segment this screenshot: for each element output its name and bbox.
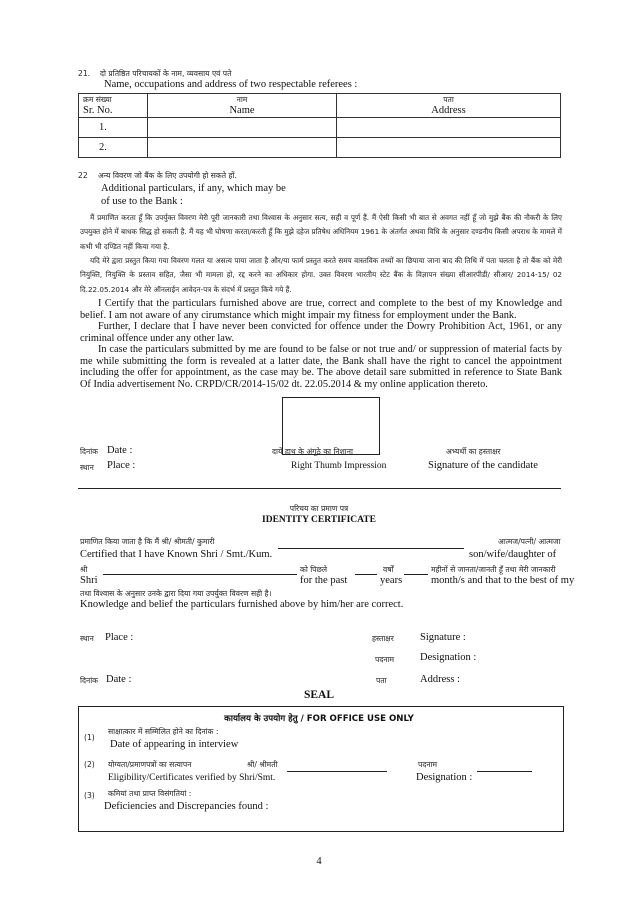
months-field[interactable] <box>404 574 428 575</box>
identity-l2-hindi-d: महीनों से जानता/जानती हूँ तथा मेरी जानकारी <box>431 565 556 574</box>
date-hindi: दिनांक <box>80 447 99 456</box>
office-item-3-number: (3) <box>84 791 95 800</box>
identity-l1-hindi: प्रमाणित किया जाता है कि मैं श्री/ श्रीमती/ कुमारी <box>80 537 215 546</box>
office-item-3-hindi: कमियां तथा प्राप्त विसंगतियां : <box>108 789 192 798</box>
identity-l2-english-d: month/s and that to the best of my <box>431 575 575 586</box>
office-item-1-number: (1) <box>84 733 95 742</box>
name-header: नाम Name <box>148 94 337 118</box>
referee-1-name[interactable] <box>148 118 337 138</box>
referee-2-address[interactable] <box>337 138 561 158</box>
seal-label: SEAL <box>303 689 335 701</box>
section-21-number: 21. <box>78 69 91 78</box>
office-item-2-hindi: योग्यता/प्रमाणपत्रों का सत्यापन <box>108 760 192 769</box>
id-addr-hindi: पता <box>376 676 387 685</box>
id-sig-hindi: हस्ताक्षर <box>372 634 394 643</box>
referee-2-name[interactable] <box>148 138 337 158</box>
identity-title-hindi: परिचय का प्रमाण पत्र <box>289 504 349 513</box>
table-row[interactable]: 2. <box>79 138 561 158</box>
sr-header: क्रम संख्या Sr. No. <box>79 94 148 118</box>
section-21-english: Name, occupations and address of two respectable referees : <box>104 79 358 90</box>
identity-l1-hindi-right: आत्मज/पत्नी/ आत्मजा <box>498 537 561 546</box>
section-22-english-1: Additional particulars, if any, which may be <box>101 183 286 194</box>
referees-table <box>78 93 561 158</box>
section-22-english-2: of use to the Bank : <box>101 196 183 207</box>
place-hindi: स्थान <box>80 463 94 472</box>
section-22-number: 22 <box>78 171 88 180</box>
identity-l2-english-b: for the past <box>300 575 348 586</box>
identity-l3-english: Knowledge and belief the particulars furnished above by him/her are correct. <box>80 599 404 610</box>
identity-l1-english-right: son/wife/daughter of <box>469 549 557 560</box>
section-22-hindi: अन्य विवरण जो बैंक के लिए उपयोगी हो सकते हों. <box>98 171 237 180</box>
signature-label: Signature of the candidate <box>428 460 538 471</box>
years-field[interactable] <box>355 574 377 575</box>
identity-l2-hindi-c: वर्षों <box>383 565 394 574</box>
declaration-english-2: Further, I declare that I have never been convicted for offence under the Dowry Prohibition Act, 1961, or any criminal offence under any other law. <box>80 321 562 344</box>
office-item-1-hindi: साक्षात्कार में सम्मिलित होने का दिनांक : <box>108 727 219 736</box>
verifier-designation-field[interactable] <box>477 771 532 772</box>
thumb-hindi: दायें हाथ के अंगूठे का निशाना <box>272 447 353 456</box>
office-item-2-hindi-right: पदनाम <box>418 760 438 769</box>
declaration-hindi-1: मैं प्रमाणित करता हूँ कि उपर्युक्त विवरण मेरी पूरी जानकारी तथा विश्वास के अनुसार सत्य, सही व पूर्ण हैं. मैं ऐसी किसी भी बात से अवगत नहीं हूँ जो मुझे बैंक की नौकरी के लिए उपयुक्त होने में बाधक सिद्ध हो सकती है. मैं यह भी घोषणा करता/करती हूँ कि मुझे दहेज प्रतिषेध अधिनियम 1961 के अंतर्गत अथवा विधि के अनुसार दण्डनीय किसी अपराध के मामले में कभी भी दण्डित नहीं किया गया है. <box>80 213 562 251</box>
identity-l3-hindi: तथा विश्वास के अनुसार उनके द्वारा दिया गया उपर्युक्त विवरण सही है। <box>80 589 272 598</box>
table-row[interactable]: 1. <box>79 118 561 138</box>
address-header: पता Address <box>337 94 561 118</box>
id-sig-label: Signature : <box>420 632 466 643</box>
identity-l2-english-c: years <box>380 575 403 586</box>
thumb-label: Right Thumb Impression <box>291 461 387 471</box>
id-place-label: Place : <box>105 632 134 643</box>
section-21-hindi: दो प्रतिष्ठित परिचायकों के नाम, व्यवसाय एवं पते <box>100 69 232 78</box>
office-item-3-english: Deficiencies and Discrepancies found : <box>104 801 269 812</box>
office-item-2-hindi-mid: श्री/ श्रीमती <box>247 760 278 769</box>
office-use-title: कार्यालय के उपयोग हेतु / FOR OFFICE USE ONLY <box>224 714 414 724</box>
id-desig-hindi: पदनाम <box>375 655 395 664</box>
office-item-2-english: Eligibility/Certificates verified by Shri/Smt. <box>108 773 276 783</box>
office-item-1-english: Date of appearing in interview <box>110 739 239 750</box>
declaration-english-1: I Certify that the particulars furnished above are true, correct and complete to the best of my Knowledge and belief. I am not aware of any cirumstance which might impair my fitness for employment under the Bank. <box>80 298 562 321</box>
referee-1-address[interactable] <box>337 118 561 138</box>
known-name-field[interactable] <box>278 548 464 549</box>
identity-l1-english: Certified that I have Known Shri / Smt./Kum. <box>80 549 273 560</box>
id-date-label: Date : <box>106 674 132 685</box>
declaration-english-3: In case the particulars submitted by me are found to be false or not true and/ or suppression of material facts by me while submitting the form is revealed at a latter date, the Bank shall have the right to cancel the appointment including the offer for appointment, as the case may be. The above detail sare submitted in reference to State Bank Of India advertisement No. CRPD/CR/2014-15/02 dt. 22.05.2014 & my online application thereto. <box>80 344 562 390</box>
identity-l2-english-a: Shri <box>80 575 98 586</box>
identity-title: IDENTITY CERTIFICATE <box>262 515 376 525</box>
parent-name-field[interactable] <box>103 574 297 575</box>
identity-l2-hindi-a: श्री <box>80 565 88 574</box>
id-place-hindi: स्थान <box>80 634 94 643</box>
declaration-hindi-2: यदि मेरे द्वारा प्रस्तुत किया गया विवरण गलत या असत्य पाया जाता है और/या फार्म प्रस्तुत करते समय वास्तविक तथ्यों का छिपाया जाना बाद की तिथि में पता चलता है तो बैंक को मेरी नियुक्ति, नियुक्ति के प्रस्ताव सहित, जैसा भी मामला हो, रद्द करने का अधिकार होगा. उक्त विवरण भारतीय स्टेट बैंक के विज्ञापन संख्या सीआरपीडी/ सीआर/ 2014-15/ 02 दि.22.05.2014 और मेरे ऑनलाईन आवेदन-पत्र के संदर्भ में प्रस्तुत किये गये हैं. <box>80 256 562 294</box>
signature-hindi: अभ्यर्थी का हस्ताक्षर <box>446 447 501 456</box>
id-desig-label: Designation : <box>420 652 477 663</box>
place-label: Place : <box>107 460 136 471</box>
divider <box>78 488 561 489</box>
id-addr-label: Address : <box>420 674 460 685</box>
page-number: 4 <box>316 856 322 867</box>
verified-by-field[interactable] <box>287 771 387 772</box>
office-item-2-number: (2) <box>84 760 95 769</box>
office-item-2-english-right: Designation : <box>416 772 473 783</box>
identity-l2-hindi-b: को पिछले <box>300 565 327 574</box>
id-date-hindi: दिनांक <box>80 676 99 685</box>
date-label: Date : <box>107 445 133 456</box>
